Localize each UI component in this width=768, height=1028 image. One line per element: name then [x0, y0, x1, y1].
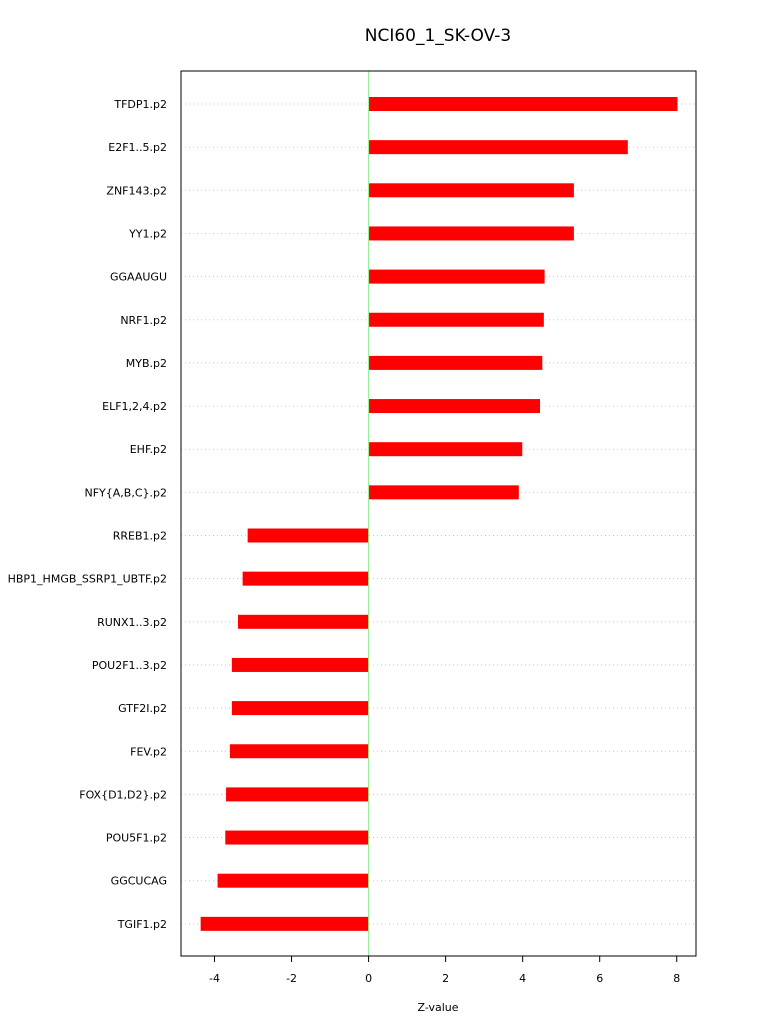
category-label: POU2F1..3.p2 [91, 658, 167, 672]
bar [201, 917, 369, 931]
bar [248, 529, 369, 543]
category-label: E2F1..5.p2 [108, 141, 167, 155]
category-label: POU5F1.p2 [105, 831, 167, 845]
category-label: GGAAUGU [109, 270, 167, 284]
category-label: FEV.p2 [130, 745, 167, 759]
category-label: YY1.p2 [129, 227, 167, 241]
category-label: HBP1_HMGB_SSRP1_UBTF.p2 [7, 572, 167, 586]
x-tick-label: -4 [209, 972, 220, 985]
bar [369, 97, 678, 111]
x-tick-label: 8 [673, 972, 681, 985]
bar [369, 399, 540, 413]
bar [369, 140, 628, 154]
category-label: GGCUCAG [110, 874, 167, 888]
bar [369, 270, 545, 284]
bar [226, 787, 369, 801]
bar [230, 744, 369, 758]
x-axis [209, 956, 680, 985]
category-label: TGIF1.p2 [117, 917, 167, 931]
bar [218, 874, 369, 888]
category-label: RREB1.p2 [112, 529, 167, 543]
category-label: ELF1,2,4.p2 [102, 400, 167, 414]
bar [232, 658, 369, 672]
category-label: GTF2I.p2 [118, 702, 167, 716]
category-label: ZNF143.p2 [106, 184, 167, 198]
bars [201, 97, 678, 931]
bar [238, 615, 369, 629]
bar [225, 831, 368, 845]
category-label: MYB.p2 [125, 356, 167, 370]
x-tick-label: 0 [365, 972, 373, 985]
x-axis-title: Z-value [417, 1001, 459, 1014]
category-labels [8, 98, 167, 931]
bar [243, 572, 369, 586]
x-tick-label: 4 [519, 972, 527, 985]
category-label: RUNX1..3.p2 [97, 615, 167, 629]
x-tick-label: 6 [596, 972, 604, 985]
bar [232, 701, 369, 715]
chart-title: NCI60_1_SK-OV-3 [364, 26, 512, 46]
category-label: EHF.p2 [129, 443, 167, 457]
bar [369, 226, 574, 240]
bar [369, 485, 519, 499]
category-label: FOX{D1,D2}.p2 [79, 788, 167, 802]
category-label: TFDP1.p2 [114, 98, 167, 111]
plot-area [181, 71, 696, 956]
category-label: NFY{A,B,C}.p2 [84, 486, 167, 500]
bar [369, 313, 544, 327]
bar [369, 356, 543, 370]
x-tick-label: 2 [442, 972, 450, 985]
category-label: NRF1.p2 [120, 313, 167, 327]
bar [369, 183, 574, 197]
x-tick-label: -2 [286, 972, 298, 985]
bar [369, 442, 523, 456]
